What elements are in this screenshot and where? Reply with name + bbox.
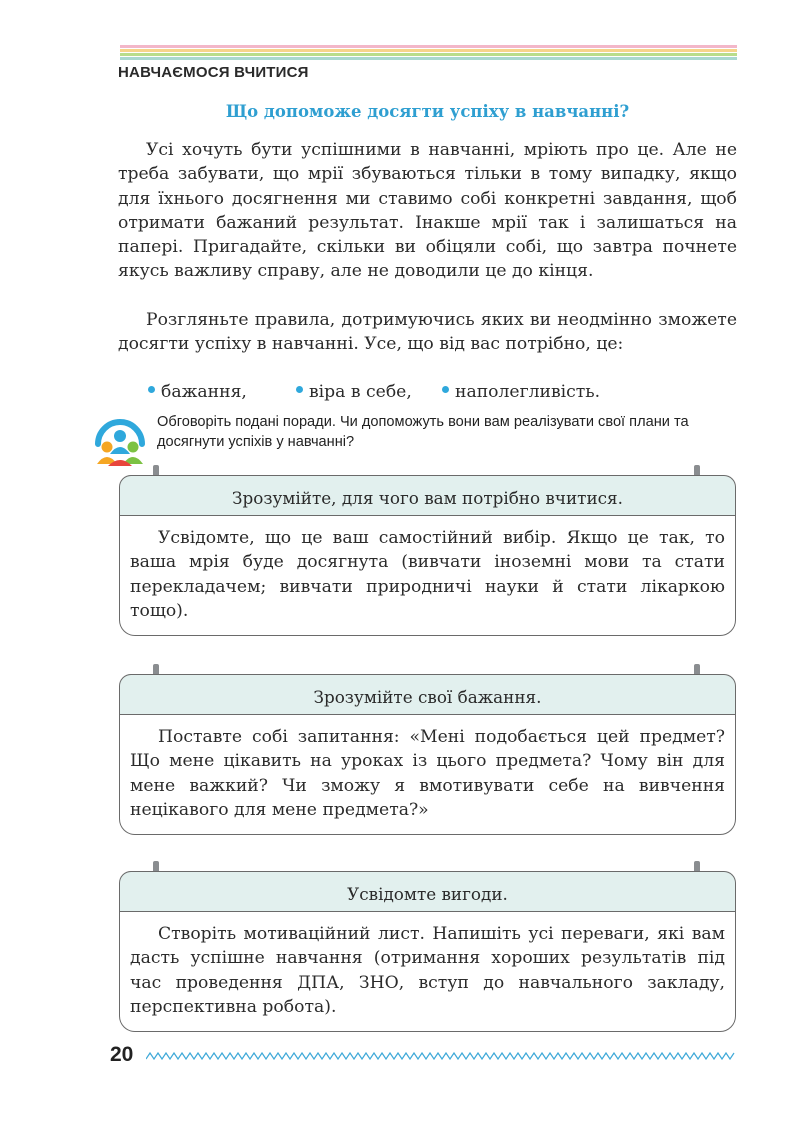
advice-card	[119, 475, 736, 636]
card-title: Зрозумійте, для чого вам потрібно вчитися.	[232, 488, 623, 508]
card-header	[119, 475, 736, 515]
advice-card	[119, 674, 736, 835]
card-header	[119, 871, 736, 911]
card-body	[119, 714, 736, 835]
card-header	[119, 674, 736, 714]
bullet-dot-icon	[148, 386, 155, 393]
bullet-item: бажання,	[148, 380, 247, 404]
lesson-title: Що допоможе досягти успіху в навчанні?	[225, 102, 630, 121]
rules-paragraph: Розгляньте правила, дотримуючись яких ви неодмінно зможете досягти успіху в навчанні. Усе, що від вас потрібно, це:	[118, 310, 737, 355]
header-stripes	[120, 45, 737, 61]
card-title: Зрозумійте свої бажання.	[313, 687, 542, 707]
bullet-item: віра в себе,	[296, 380, 412, 404]
discussion-prompt: Обговоріть подані поради. Чи допоможуть вони вам реалізувати свої плани та досягнути успіхів у навчанні?	[157, 414, 689, 450]
card-text: Усвідомте, що це ваш самостійний вибір. Якщо це так, то ваша мрія буде досягнута (вивчати іноземні мови та стати перекладачем; вивчати природничі науки й стати лікаркою тощо).	[130, 528, 725, 621]
section-header: НАВЧАЄМОСЯ ВЧИТИСЯ	[118, 64, 309, 81]
page-footer	[110, 1043, 740, 1069]
card-body	[119, 515, 736, 636]
card-text: Поставте собі запитання: «Мені подобається цей предмет? Що мене цікавить на уроках із цього предмета? Чому він для мене важкий? Чи зможу я вмотивувати себе на вивчення нецікавого для мене предмета?»	[130, 727, 725, 820]
bullet-item: наполегливість.	[442, 380, 600, 404]
group-discussion-icon	[92, 414, 148, 470]
card-body	[119, 911, 736, 1032]
page-number: 20	[110, 1043, 134, 1066]
card-title: Усвідомте вигоди.	[347, 884, 508, 904]
intro-paragraph: Усі хочуть бути успішними в навчанні, мріють про це. Але не треба забувати, що мрії збуваються тільки в тому випадку, якщо для їхнього досягнення ми ставимо собі конкретні завдання, щоб отримати бажаний результат. Інакше мрії так і залишаться на папері. Пригадайте, скільки ви обіцяли собі, що завтра почнете якусь важливу справу, але не доводили це до кінця.	[118, 140, 737, 282]
zigzag-divider-icon	[146, 1051, 736, 1061]
bullet-dot-icon	[442, 386, 449, 393]
advice-card	[119, 871, 736, 1032]
card-text: Створіть мотиваційний лист. Напишіть усі переваги, які вам дасть успішне навчання (отримання хороших результатів під час проведення ДПА, ЗНО, вступ до навчального закладу, перспективна робота).	[130, 924, 725, 1017]
bullet-dot-icon	[296, 386, 303, 393]
